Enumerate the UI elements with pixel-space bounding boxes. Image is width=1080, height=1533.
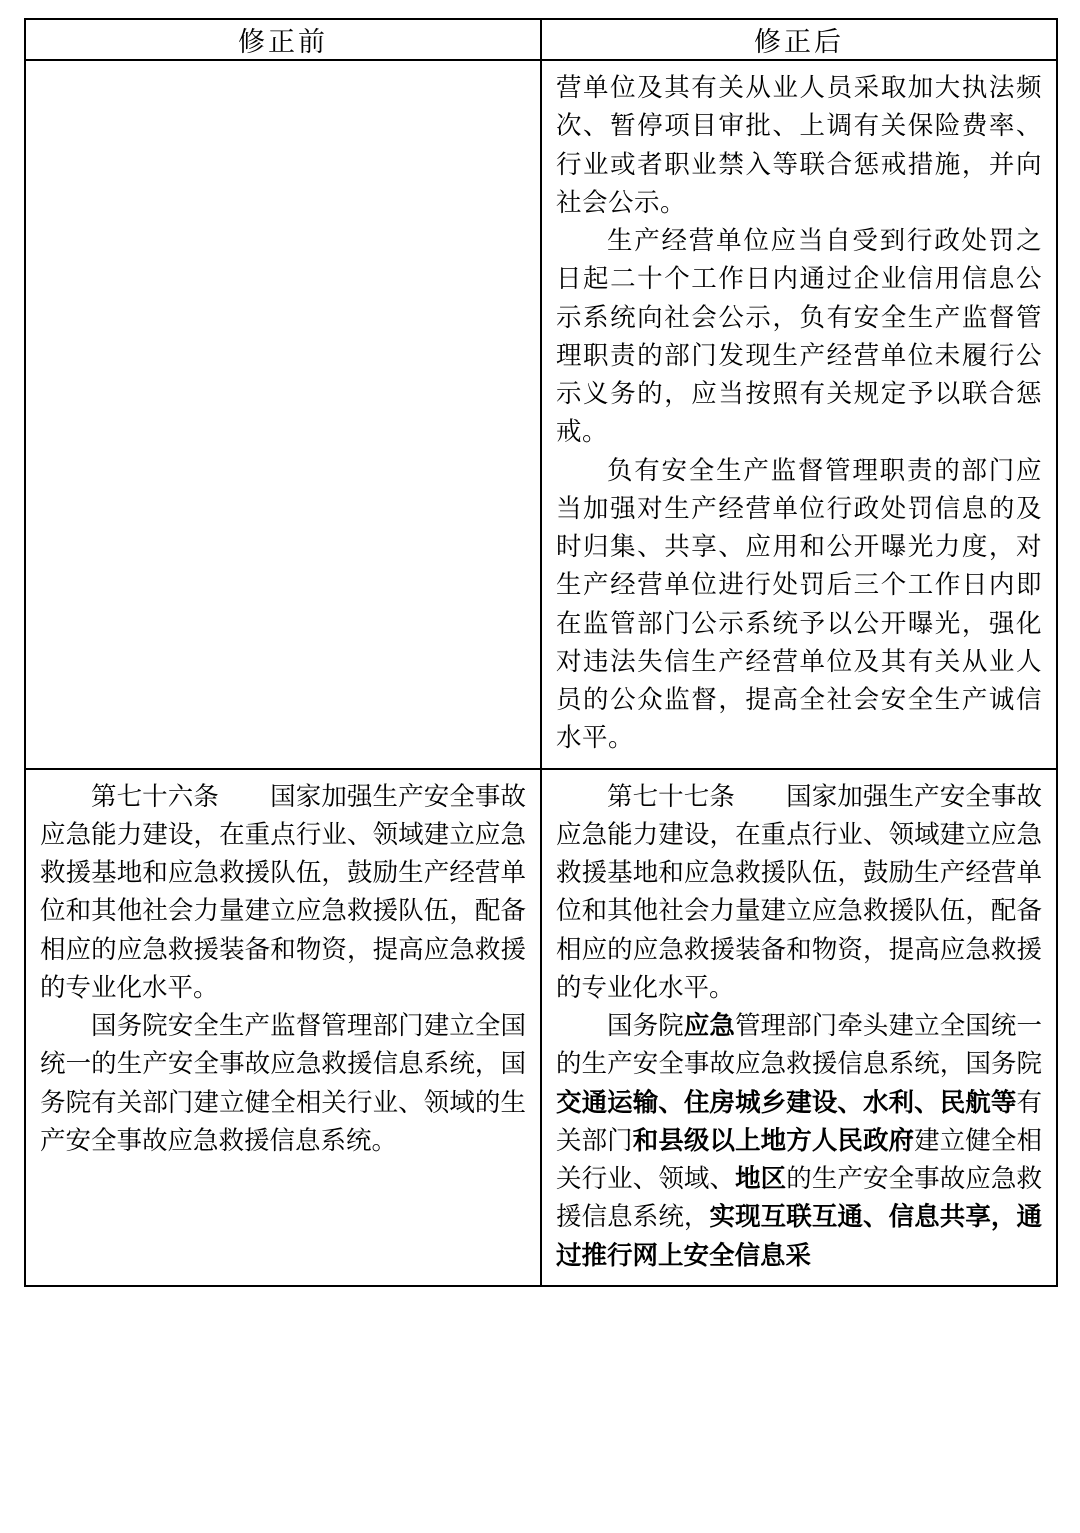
header-before-amendment: 修正前 — [25, 19, 541, 60]
body-text: 营单位及其有关从业人员采取加大执法频次、暂停项目审批、上调有关保险费率、行业或者职业禁入等联合惩戒措施，并向社会公示。 — [556, 73, 1042, 217]
paragraph — [40, 1007, 526, 1160]
paragraph-group-left-0 — [26, 61, 540, 99]
paragraph — [556, 778, 1042, 1008]
amended-text: 地区 — [735, 1164, 787, 1193]
body-text: 生产经营单位应当自受到行政处罚之日起二十个工作日内通过企业信用信息公示系统向社会公示，负有安全生产监督管理职责的部门发现生产经营单位未履行公示义务的，应当按照有关规定予以联合惩戒。 — [556, 226, 1042, 447]
paragraph-group-right-1 — [542, 770, 1056, 1285]
paragraph-group-right-0 — [542, 61, 1056, 768]
amended-text: 实现互联互通、信息共享，通过推行网上安全信息采 — [556, 1202, 1042, 1270]
body-text: 的生产安全事故应急救援信息系统， — [556, 1164, 1042, 1232]
body-text: 管理部门牵头建立全国统一的生产安全事故应急救援信息系统，国务院 — [556, 1011, 1042, 1079]
paragraph — [556, 69, 1042, 222]
body-text: 国家加强生产安全事故应急能力建设，在重点行业、领域建立应急救援基地和应急救援队伍，鼓励生产经营单位和其他社会力量建立应急救援队伍，配备相应的应急救援装备和物资，提高应急救援的专业化水平。 — [556, 781, 1042, 1002]
paragraph — [556, 222, 1042, 452]
table-body — [25, 60, 1057, 1286]
cell-before-amendment — [25, 60, 541, 769]
paragraph-group-left-1 — [26, 770, 540, 1171]
amended-text: 应急 — [683, 1011, 735, 1040]
amended-text: 交通运输、住房城乡建设、水利、民航等 — [556, 1087, 1017, 1117]
paragraph — [556, 1007, 1042, 1275]
body-text: 建立健全相关行业、领域、 — [556, 1125, 1042, 1193]
amended-text: 和县级以上地方人民政府 — [632, 1125, 915, 1155]
cell-after-amendment — [541, 769, 1057, 1286]
header-after-amendment: 修正后 — [541, 19, 1057, 60]
body-text: 第七十六条 — [91, 781, 219, 811]
body-text: 国务院 — [607, 1011, 684, 1040]
cell-after-amendment — [541, 60, 1057, 769]
body-text: 有关部门 — [556, 1087, 1042, 1155]
table-row — [25, 60, 1057, 769]
comparison-table — [24, 18, 1058, 1287]
paragraph — [556, 452, 1042, 758]
paragraph — [40, 778, 526, 1008]
body-text: 负有安全生产监督管理职责的部门应当加强对生产经营单位行政处罚信息的及时归集、共享、应用和公开曝光力度，对生产经营单位进行处罚后三个工作日内即在监管部门公示系统予以公开曝光，强化对违法失信生产经营单位及其有关从业人员的公众监督，提高全社会安全生产诚信水平。 — [556, 455, 1042, 753]
body-text: 国家加强生产安全事故应急能力建设，在重点行业、领域建立应急救援基地和应急救援队伍，鼓励生产经营单位和其他社会力量建立应急救援队伍，配备相应的应急救援装备和物资，提高应急救援的专业化水平。 — [40, 781, 526, 1002]
table-row — [25, 769, 1057, 1286]
cell-before-amendment — [25, 769, 541, 1286]
table-header-row — [25, 19, 1057, 60]
body-text: 国务院安全生产监督管理部门建立全国统一的生产安全事故应急救援信息系统，国务院有关部门建立健全相关行业、领域的生产安全事故应急救援信息系统。 — [40, 1011, 526, 1155]
body-text: 第七十七条 — [607, 781, 735, 811]
